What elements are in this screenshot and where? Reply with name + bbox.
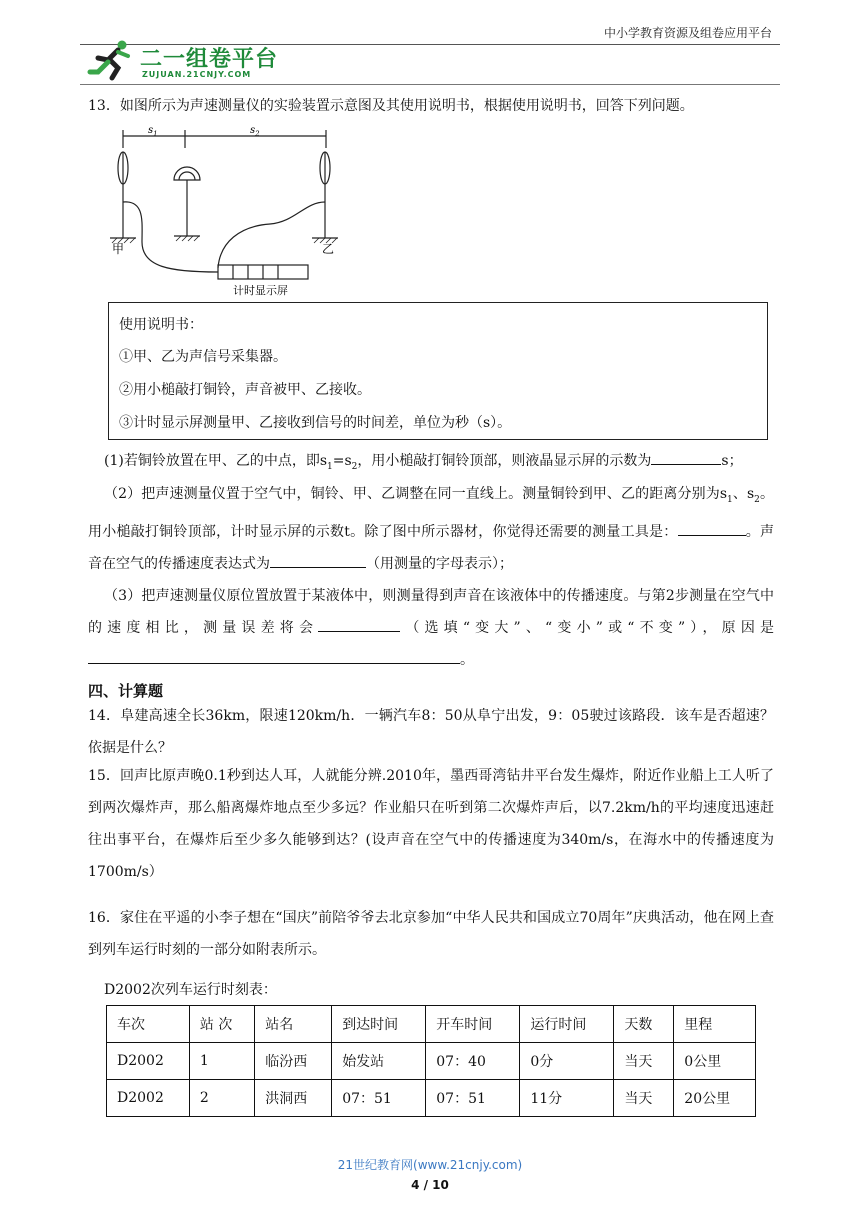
table-cell: 1 [189, 1043, 254, 1080]
logo-url: ZUJUAN.21CNJY.COM [142, 70, 252, 79]
manual-box [108, 302, 768, 440]
q16-text: 16．家住在平遥的小李子想在“国庆”前陪爷爷去北京参加“中华人民共和国成立70周年”庆典活动，他在网上查到列车运行时刻的一部分如附表所示。 [88, 910, 774, 958]
answer-blank-4[interactable] [318, 617, 400, 632]
display-caption: 计时显示屏 [233, 284, 288, 297]
table-cell: 0公里 [674, 1043, 756, 1080]
table-caption: D2002次列车运行时刻表： [104, 982, 277, 998]
header-cell: 开车时间 [426, 1006, 520, 1043]
table-cell: 洪洞西 [255, 1080, 332, 1117]
logo [88, 38, 288, 82]
sound-speed-diagram [100, 122, 335, 298]
header-cell: 里程 [674, 1006, 756, 1043]
table-cell: 07：51 [332, 1080, 426, 1117]
answer-blank-5[interactable] [88, 649, 460, 664]
table-cell: 07：51 [426, 1080, 520, 1117]
table-cell: 07：40 [426, 1043, 520, 1080]
train-timetable [106, 1005, 756, 1117]
answer-blank-1[interactable] [651, 450, 721, 465]
table-cell: 11分 [520, 1080, 614, 1117]
answer-blank-2[interactable] [678, 521, 746, 536]
label-s2: $s_2$ [250, 125, 260, 138]
label-s1: $s_1$ [148, 125, 158, 138]
runner-logo-icon [88, 38, 136, 82]
footer-site-link[interactable]: 21世纪教育网(www.21cnjy.com) [337, 1158, 523, 1172]
q14-text: 14．阜建高速全长36km，限速120km/h．一辆汽车8：50从阜宁出发，9：05驶过该路段．该车是否超速？依据是什么？ [88, 708, 774, 756]
table-cell: 当天 [614, 1043, 674, 1080]
page-number: 4 / 10 [411, 1178, 449, 1192]
table-cell: 20公里 [674, 1080, 756, 1117]
table-cell: D2002 [107, 1080, 190, 1117]
table-cell: 2 [189, 1080, 254, 1117]
label-yi: 乙 [322, 242, 335, 256]
table-row [107, 1080, 756, 1117]
manual-title: 使用说明书： [119, 317, 203, 333]
q13-part-2: （2）把声速测量仪置于空气中，铜铃、甲、乙调整在同一直线上。测量铜铃到甲、乙的距离分别为$s_1$、$s_2$。用小槌敲打铜铃顶部，计时显示屏的示数t。除了图中所示器材，你觉得还需要的测量工具是： 。声音在空气的传播速度表达式为 （用测量的字母表示）； [88, 486, 775, 572]
table-cell: 始发站 [332, 1043, 426, 1080]
header-cell: 运行时间 [520, 1006, 614, 1043]
platform-name: 中小学教育资源及组卷应用平台 [603, 26, 772, 40]
header-cell: 车次 [107, 1006, 190, 1043]
header-cell: 天数 [614, 1006, 674, 1043]
header-cell: 到达时间 [332, 1006, 426, 1043]
table-cell: 当天 [614, 1080, 674, 1117]
manual-item-3: ③计时显示屏测量甲、乙接收到信号的时间差，单位为秒（s）。 [119, 415, 512, 431]
answer-blank-3[interactable] [270, 553, 366, 568]
header-rule-bottom [80, 84, 780, 85]
label-jia: 甲 [112, 242, 125, 256]
table-row [107, 1043, 756, 1080]
section-heading: 四、计算题 [88, 682, 164, 700]
manual-item-2: ②用小槌敲打铜铃，声音被甲、乙接收。 [119, 382, 371, 398]
header-cell: 站 次 [189, 1006, 254, 1043]
q13-part-3: （3）把声速测量仪原位置放置于某液体中，则测量得到声音在该液体中的传播速度。与第2步测量在空气中的速度相比，测量误差将会 （选填“变大”、“变小”或“不变”），原因是。 [88, 588, 774, 668]
table-cell: D2002 [107, 1043, 190, 1080]
q15-text: 15．回声比原声晚0.1秒到达人耳，人就能分辨.2010年，墨西哥湾钻井平台发生爆炸，附近作业船上工人听了到两次爆炸声，那么船离爆炸地点至少多远？作业船只在听到第二次爆炸声后，以7.2km/h的平均速度迅速赶往出事平台，在爆炸后至少多久能够到达？(设声音在空气中的传播速度为340m/s，在海水中的传播速度为1700m/s） [88, 768, 774, 880]
q13-intro: 13．如图所示为声速测量仪的实验装置示意图及其使用说明书，根据使用说明书，回答下列问题。 [88, 98, 694, 114]
logo-text: 二一组卷平台 [140, 47, 279, 72]
table-cell: 0分 [520, 1043, 614, 1080]
q13-part-1: (1)若铜铃放置在甲、乙的中点，即$s_1=s_2$，用小槌敲打铜铃顶部，则液晶显示屏的示数为 s； [104, 450, 743, 477]
manual-item-1: ①甲、乙为声信号采集器。 [119, 349, 287, 365]
header-cell: 站名 [255, 1006, 332, 1043]
table-header-row [107, 1006, 756, 1043]
table-cell: 临汾西 [255, 1043, 332, 1080]
